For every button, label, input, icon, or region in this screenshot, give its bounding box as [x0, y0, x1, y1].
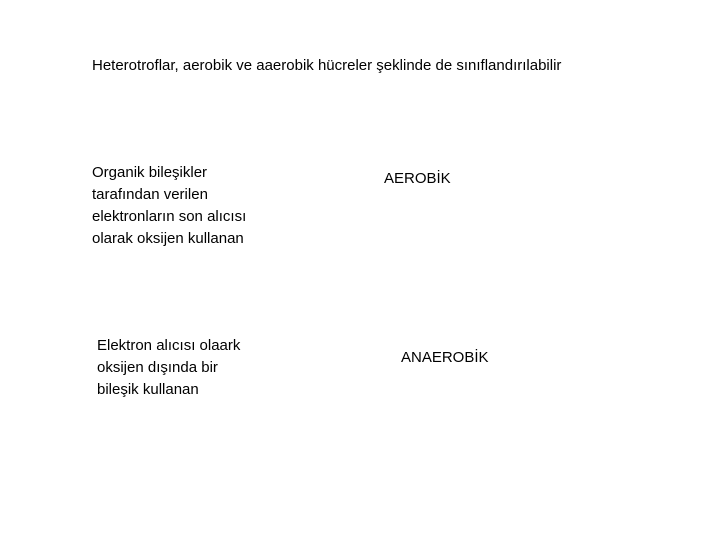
term-anaerobic: ANAEROBİK — [401, 349, 489, 366]
slide-title: Heterotroflar, aerobik ve aaerobik hücreler şeklinde de sınıflandırılabilir — [92, 57, 562, 74]
definition-anaerobic: Elektron alıcısı olaark oksijen dışında bir bileşik kullanan — [97, 337, 241, 398]
definition-aerobic: Organik bileşikler tarafından verilen elektronların son alıcısı olarak oksijen kullanan — [92, 164, 247, 247]
term-aerobic: AEROBİK — [384, 170, 451, 187]
